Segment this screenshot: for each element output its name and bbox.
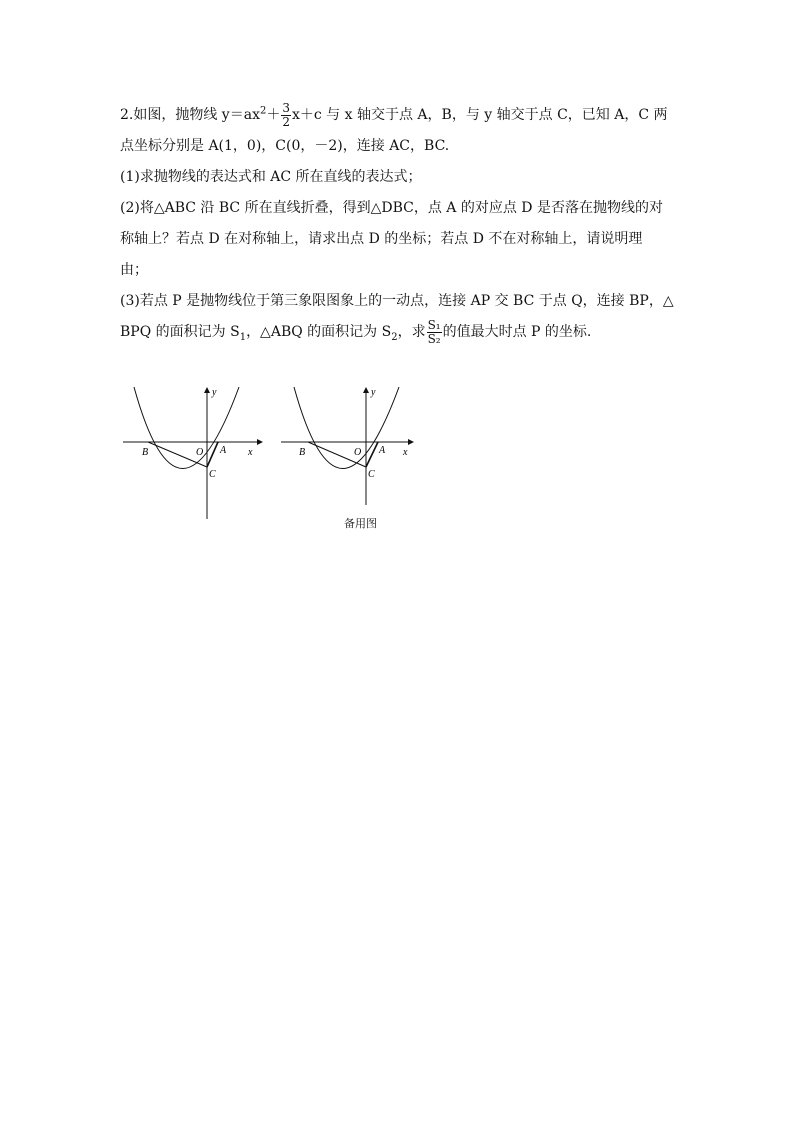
- label-b: B: [299, 447, 306, 458]
- x-axis-arrow: [257, 439, 263, 445]
- label-y: y: [212, 387, 217, 398]
- problem-line-1: [120, 100, 705, 131]
- figure-caption: 备用图: [344, 517, 377, 530]
- problem-line-8: [120, 317, 705, 348]
- problem-line-7: (3)若点 P 是抛物线位于第三象限图象上的一动点，连接 AP 交 BC 于点 Q，连接 BP，△: [120, 293, 674, 309]
- text-segment: 的值最大时点 P 的坐标.: [442, 324, 592, 340]
- y-axis-arrow: [204, 387, 210, 393]
- problem-text: [120, 100, 705, 348]
- subscript: 1: [239, 331, 247, 343]
- label-c: C: [368, 469, 375, 480]
- text-segment: ，△ABQ 的面积记为 S: [246, 324, 392, 340]
- superscript: 2: [259, 105, 267, 117]
- problem-line-3: (1)求抛物线的表达式和 AC 所在直线的表达式；: [120, 169, 422, 185]
- fraction-denominator: S₂: [427, 331, 441, 346]
- fraction-denominator: 2: [282, 114, 290, 129]
- problem-line-2: 点坐标分别是 A(1，0)，C(0，－2)，连接 AC，BC.: [120, 138, 450, 154]
- parabola-curve: [134, 387, 239, 469]
- text-segment: ，求: [397, 324, 426, 340]
- label-a: A: [379, 445, 386, 456]
- parabola-curve: [294, 387, 399, 469]
- label-a: A: [220, 445, 227, 456]
- text-segment: x＋c 与 x 轴交于点 A，B，与 y 轴交于点 C，已知 A，C 两: [291, 107, 668, 123]
- problem-line-5: 称轴上？若点 D 在对称轴上，请求出点 D 的坐标；若点 D 不在对称轴上，请说明理: [120, 231, 643, 247]
- text-segment: ＋: [266, 107, 281, 123]
- label-x: x: [403, 447, 408, 458]
- fraction-three-halves: [281, 102, 291, 129]
- parabola-figure: [120, 385, 265, 520]
- problem-line-6: 由；: [120, 262, 148, 278]
- label-b: B: [142, 447, 149, 458]
- label-y: y: [371, 387, 376, 398]
- label-x: x: [248, 447, 253, 458]
- subscript: 2: [391, 331, 398, 343]
- fraction-s1-over-s2: [427, 319, 442, 346]
- text-segment: BPQ 的面积记为 S: [120, 324, 240, 340]
- segment-ac: [207, 442, 218, 467]
- y-axis-arrow: [363, 387, 369, 393]
- problem-line-4: (2)将△ABC 沿 BC 所在直线折叠，得到△DBC，点 A 的对应点 D 是否落在抛物线的对: [120, 200, 663, 216]
- backup-parabola-figure: [278, 385, 418, 535]
- fraction-numerator: S₁: [427, 317, 441, 332]
- label-o: O: [196, 447, 204, 458]
- label-o: O: [354, 447, 362, 458]
- text-segment: 2.如图，抛物线 y＝ax: [120, 107, 260, 123]
- label-c: C: [209, 469, 216, 480]
- fraction-numerator: 3: [282, 100, 290, 115]
- x-axis-arrow: [408, 439, 414, 445]
